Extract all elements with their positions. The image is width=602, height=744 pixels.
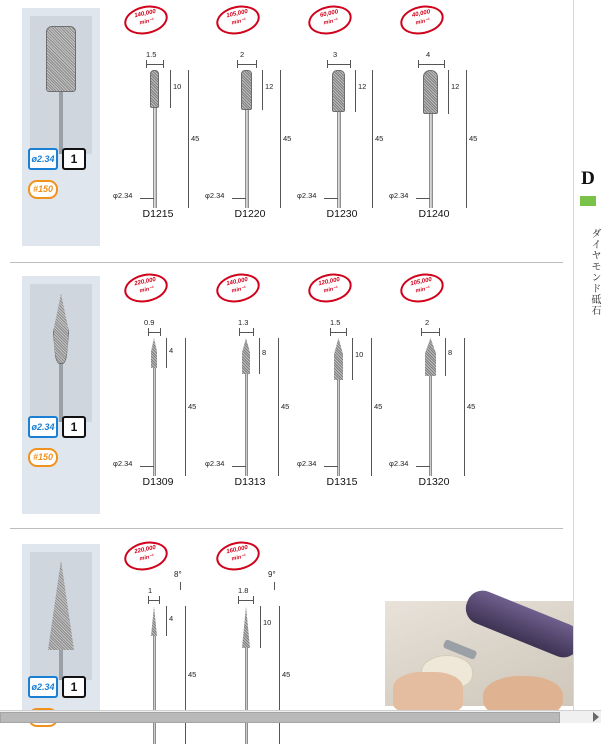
dim-total-length: 45 xyxy=(375,134,384,143)
dim-head-width: 2 xyxy=(425,318,430,327)
speed-unit: min⁻¹ xyxy=(415,17,431,27)
speed-unit: min⁻¹ xyxy=(415,285,431,295)
speed-value: 140,000 xyxy=(225,276,249,288)
section-divider xyxy=(10,528,563,529)
badge-quantity: 1 xyxy=(62,148,86,170)
bur-head-illustration xyxy=(48,560,74,650)
dim-taper-angle: 8° xyxy=(174,570,182,579)
scrollbar-thumb[interactable] xyxy=(0,712,560,723)
speed-value: 120,000 xyxy=(317,276,341,288)
dim-head-length: 8 xyxy=(262,348,267,357)
speed-value: 220,000 xyxy=(133,276,157,288)
speed-unit: min⁻¹ xyxy=(139,285,155,295)
dim-head-width: 1 xyxy=(148,586,153,595)
dim-shank: φ2.34 xyxy=(297,191,317,200)
product-code: D1240 xyxy=(418,208,450,220)
speed-value: 60,000 xyxy=(319,9,339,19)
product-photo xyxy=(30,552,92,680)
product-code: D1320 xyxy=(418,476,450,488)
product-section-flame xyxy=(0,272,573,520)
dimension-drawing xyxy=(386,306,482,474)
product-code: D1230 xyxy=(326,208,358,220)
badge-diameter: ø2.34 xyxy=(28,416,58,438)
dim-shank: φ2.34 xyxy=(205,191,225,200)
dim-head-width: 1.5 xyxy=(330,318,341,327)
bur-head-illustration xyxy=(53,294,69,364)
max-speed-stamp xyxy=(216,540,260,574)
dimension-drawing xyxy=(294,306,390,474)
horizontal-scrollbar[interactable] xyxy=(0,710,601,723)
handpiece-illustration xyxy=(461,586,585,662)
max-speed-stamp xyxy=(308,4,352,38)
dimension-drawing xyxy=(294,38,390,206)
max-speed-stamp xyxy=(216,4,260,38)
spec-badges xyxy=(28,148,94,206)
speed-unit: min⁻¹ xyxy=(231,17,247,27)
product-code: D1220 xyxy=(234,208,266,220)
badge-diameter: ø2.34 xyxy=(28,676,58,698)
speed-value: 220,000 xyxy=(133,544,157,556)
dimension-drawing xyxy=(386,38,482,206)
section-photo-block xyxy=(22,276,100,514)
max-speed-stamp xyxy=(216,272,260,306)
section-divider xyxy=(10,262,563,263)
max-speed-stamp xyxy=(124,540,168,574)
dim-head-width: 1.8 xyxy=(238,586,249,595)
dim-shank: φ2.34 xyxy=(113,191,133,200)
dim-head-length: 8 xyxy=(448,348,453,357)
product-section-taper xyxy=(0,540,573,710)
dim-head-length: 4 xyxy=(169,346,174,355)
dim-shank: φ2.34 xyxy=(205,459,225,468)
spec-badges xyxy=(28,416,94,474)
dim-head-length: 10 xyxy=(173,82,182,91)
tab-vertical-label: ダイヤモンド砥石 xyxy=(589,228,600,316)
speed-value: 105,000 xyxy=(409,276,433,288)
dim-head-width: 3 xyxy=(333,50,338,59)
speed-value: 105,000 xyxy=(225,8,249,20)
speed-unit: min⁻¹ xyxy=(139,553,155,563)
max-speed-stamp xyxy=(124,272,168,306)
usage-photo xyxy=(385,601,573,706)
dim-head-width: 0.9 xyxy=(144,318,155,327)
dim-total-length: 45 xyxy=(191,134,200,143)
badge-diameter: ø2.34 xyxy=(28,148,58,170)
badge-quantity: 1 xyxy=(62,416,86,438)
max-speed-stamp xyxy=(400,272,444,306)
badge-grit: #150 xyxy=(28,448,58,467)
tab-color-bar xyxy=(580,196,596,206)
dim-total-length: 45 xyxy=(374,402,383,411)
dim-shank: φ2.34 xyxy=(113,459,133,468)
product-code: D1215 xyxy=(142,208,174,220)
dim-head-width: 1.5 xyxy=(146,50,157,59)
max-speed-stamp xyxy=(124,4,168,38)
dim-total-length: 45 xyxy=(283,134,292,143)
dim-head-width: 1.3 xyxy=(238,318,249,327)
badge-quantity: 1 xyxy=(62,676,86,698)
product-photo xyxy=(30,16,92,154)
product-photo xyxy=(30,284,92,422)
dimension-drawing xyxy=(202,306,298,474)
speed-value: 160,000 xyxy=(225,544,249,556)
product-code: D1313 xyxy=(234,476,266,488)
product-code: D1315 xyxy=(326,476,358,488)
max-speed-stamp xyxy=(308,272,352,306)
dimension-drawing xyxy=(110,306,206,474)
speed-unit: min⁻¹ xyxy=(231,553,247,563)
dim-shank: φ2.34 xyxy=(389,459,409,468)
hand-illustration xyxy=(393,672,463,712)
scroll-right-arrow-icon[interactable] xyxy=(593,712,599,722)
tab-letter: D xyxy=(581,168,595,189)
section-photo-block xyxy=(22,544,100,710)
dim-head-width: 2 xyxy=(240,50,245,59)
speed-unit: min⁻¹ xyxy=(139,17,155,27)
dimension-drawing xyxy=(202,38,298,206)
dim-total-length: 45 xyxy=(188,670,197,679)
max-speed-stamp xyxy=(400,4,444,38)
dim-total-length: 45 xyxy=(188,402,197,411)
dim-head-length: 12 xyxy=(265,82,274,91)
badge-grit: #150 xyxy=(28,180,58,199)
dimension-drawing xyxy=(110,38,206,206)
dim-total-length: 45 xyxy=(281,402,290,411)
dim-taper-angle: 9° xyxy=(268,570,276,579)
section-index-tab[interactable] xyxy=(573,0,601,723)
dim-total-length: 45 xyxy=(469,134,478,143)
dim-total-length: 45 xyxy=(282,670,291,679)
product-section-cylinder xyxy=(0,4,573,260)
dim-head-length: 10 xyxy=(263,618,272,627)
bur-head-illustration xyxy=(46,26,76,92)
spec-badges xyxy=(28,676,94,734)
product-code: D1309 xyxy=(142,476,174,488)
speed-unit: min⁻¹ xyxy=(323,17,339,27)
dim-shank: φ2.34 xyxy=(389,191,409,200)
dim-total-length: 45 xyxy=(467,402,476,411)
dim-head-length: 12 xyxy=(358,82,367,91)
speed-value: 140,000 xyxy=(133,8,157,20)
dim-head-length: 10 xyxy=(355,350,364,359)
speed-unit: min⁻¹ xyxy=(231,285,247,295)
speed-unit: min⁻¹ xyxy=(323,285,339,295)
dim-shank: φ2.34 xyxy=(297,459,317,468)
dim-head-length: 4 xyxy=(169,614,174,623)
dim-head-width: 4 xyxy=(426,50,431,59)
section-photo-block xyxy=(22,8,100,246)
speed-value: 40,000 xyxy=(411,9,431,19)
dim-head-length: 12 xyxy=(451,82,460,91)
